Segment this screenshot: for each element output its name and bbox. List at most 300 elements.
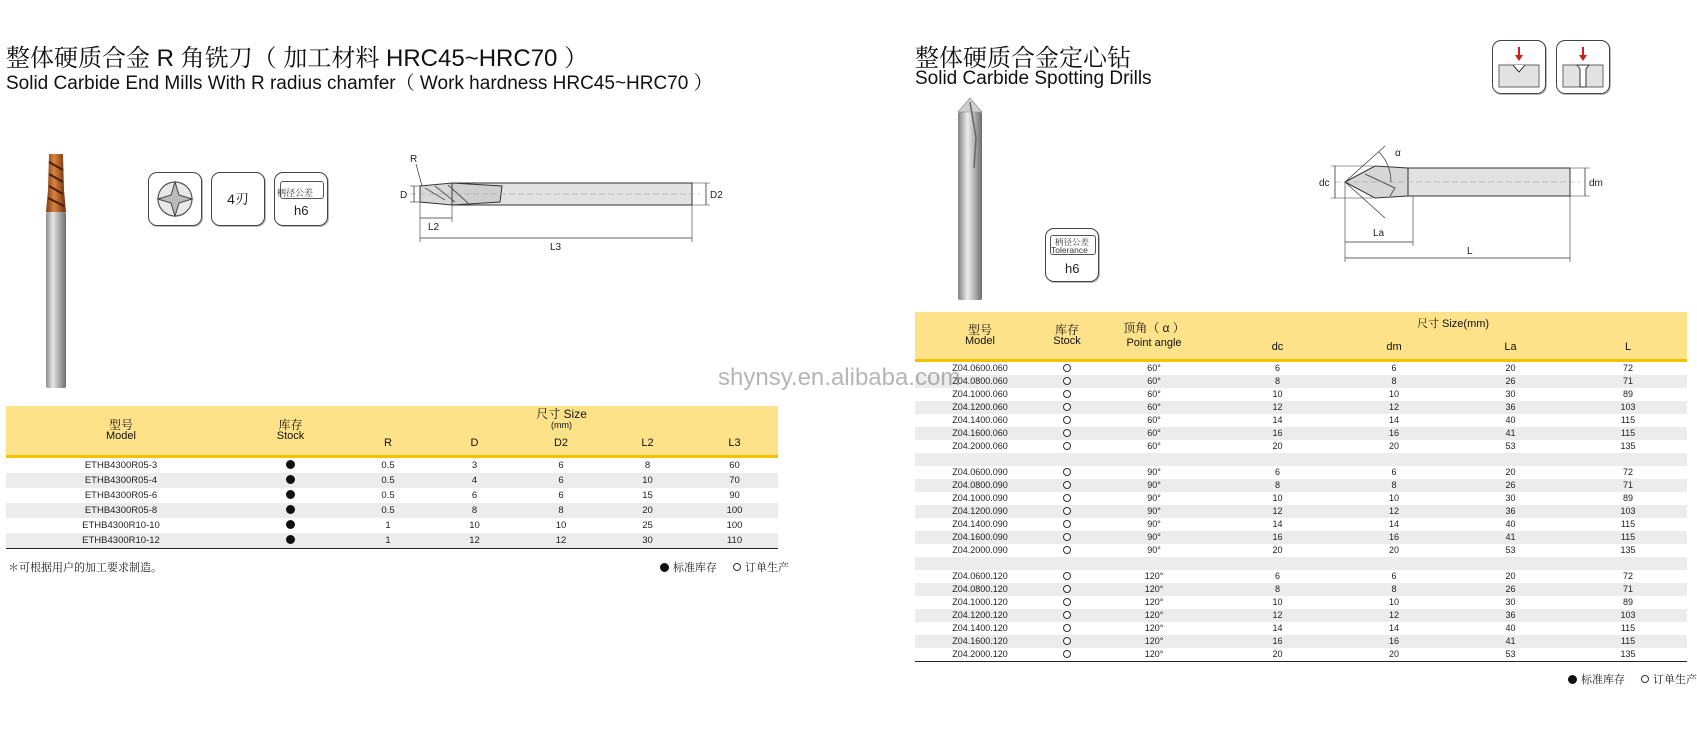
table-row [915, 479, 1687, 492]
open-dot-icon [1063, 390, 1071, 398]
stock-cell [1045, 544, 1089, 557]
right-title-cn: 整体硬质合金定心钻 [915, 45, 1131, 72]
value-cell: 41 [1452, 531, 1569, 544]
value-cell: 40 [1452, 518, 1569, 531]
value-cell: 14 [1219, 414, 1336, 427]
value-cell: 4 [431, 473, 518, 488]
stock-cell [1045, 570, 1089, 583]
value-cell: 135 [1569, 544, 1687, 557]
value-cell: 10 [1219, 388, 1336, 401]
value-cell: 20 [1336, 544, 1452, 557]
stock-cell [1045, 401, 1089, 414]
value-cell: 12 [1336, 505, 1452, 518]
open-dot-icon [1063, 507, 1071, 515]
value-cell: 14 [1336, 622, 1452, 635]
value-cell: 36 [1452, 609, 1569, 622]
value-cell: 26 [1452, 479, 1569, 492]
left-legend [660, 559, 789, 575]
open-dot-icon [1063, 468, 1071, 476]
table-row [915, 531, 1687, 544]
right-title-en: Solid Carbide Spotting Drills [915, 68, 1152, 89]
stock-cell [1045, 505, 1089, 518]
value-cell: 1 [345, 533, 431, 549]
open-dot-icon [1063, 624, 1071, 632]
open-dot-icon [1641, 675, 1649, 683]
value-cell: 30 [1452, 388, 1569, 401]
value-cell: 20 [1452, 570, 1569, 583]
value-cell: 8 [1336, 583, 1452, 596]
angle-cell: 60° [1089, 388, 1219, 401]
value-cell: 6 [1336, 360, 1452, 375]
end-mill-drawing [390, 150, 730, 265]
angle-cell: 90° [1089, 479, 1219, 492]
value-cell: 53 [1452, 648, 1569, 662]
table-row [915, 388, 1687, 401]
value-cell: 10 [1336, 596, 1452, 609]
value-cell: 115 [1569, 531, 1687, 544]
value-cell: 20 [1452, 360, 1569, 375]
stock-cell [1045, 648, 1089, 662]
table-row [915, 360, 1687, 375]
value-cell: 103 [1569, 609, 1687, 622]
open-dot-icon [1063, 650, 1071, 658]
angle-cell: 120° [1089, 622, 1219, 635]
value-cell: 20 [1219, 648, 1336, 662]
col-size-4: L3 [691, 432, 778, 456]
open-dot-icon [1063, 611, 1071, 619]
table-row [915, 622, 1687, 635]
angle-cell: 60° [1089, 360, 1219, 375]
angle-cell: 120° [1089, 609, 1219, 622]
model-cell: Z04.2000.060 [915, 440, 1045, 453]
value-cell: 16 [1336, 635, 1452, 648]
value-cell: 14 [1219, 622, 1336, 635]
table-row [915, 596, 1687, 609]
legend-order: 订单生产 [745, 562, 789, 574]
label-l2: L2 [428, 222, 440, 233]
value-cell: 12 [431, 533, 518, 549]
table-row [6, 518, 778, 533]
open-dot-icon [1063, 546, 1071, 554]
value-cell: 8 [518, 503, 604, 518]
angle-cell: 120° [1089, 583, 1219, 596]
right-legend [1568, 671, 1697, 687]
model-cell: Z04.1000.090 [915, 492, 1045, 505]
stock-cell [1045, 609, 1089, 622]
flutes-badge: 4刃 [211, 172, 265, 226]
value-cell: 20 [1219, 544, 1336, 557]
value-cell: 8 [1336, 479, 1452, 492]
table-row [915, 414, 1687, 427]
value-cell: 8 [1219, 375, 1336, 388]
col-size-2: D2 [518, 432, 604, 456]
col-stock: 库存 Stock [1045, 312, 1089, 360]
open-dot-icon [1063, 533, 1071, 541]
value-cell: 115 [1569, 414, 1687, 427]
value-cell: 0.5 [345, 473, 431, 488]
model-cell: Z04.1200.120 [915, 609, 1045, 622]
value-cell: 20 [1452, 466, 1569, 479]
model-cell: Z04.1400.060 [915, 414, 1045, 427]
angle-cell: 90° [1089, 492, 1219, 505]
stock-cell [236, 518, 345, 533]
filled-dot-icon [286, 505, 295, 514]
value-cell: 8 [431, 503, 518, 518]
value-cell: 30 [1452, 596, 1569, 609]
angle-cell: 60° [1089, 401, 1219, 414]
value-cell: 6 [1336, 466, 1452, 479]
open-dot-icon [1063, 416, 1071, 424]
model-cell: Z04.0600.090 [915, 466, 1045, 479]
open-dot-icon [1063, 403, 1071, 411]
value-cell: 25 [604, 518, 691, 533]
value-cell: 6 [431, 488, 518, 503]
label-d2: D2 [710, 190, 723, 201]
angle-cell: 90° [1089, 531, 1219, 544]
value-cell: 20 [1336, 648, 1452, 662]
drill-tolerance-badge [1045, 228, 1099, 282]
value-cell: 15 [604, 488, 691, 503]
spotting-drill-drawing [1305, 138, 1603, 268]
value-cell: 16 [1219, 531, 1336, 544]
filled-dot-icon [286, 535, 295, 544]
drill-tolerance-label-en: Tolerance [1051, 245, 1088, 255]
stock-cell [1045, 583, 1089, 596]
value-cell: 36 [1452, 505, 1569, 518]
col-size-2: La [1452, 336, 1569, 360]
col-size: 尺寸 Size(mm) [1219, 312, 1687, 336]
legend-standard: 标准库存 [1581, 674, 1625, 686]
table-row [6, 473, 778, 488]
value-cell: 0.5 [345, 456, 431, 473]
stock-cell [236, 533, 345, 549]
value-cell: 100 [691, 518, 778, 533]
stock-cell [1045, 635, 1089, 648]
end-mill-photo [36, 150, 86, 390]
angle-cell: 60° [1089, 375, 1219, 388]
model-cell: Z04.1400.120 [915, 622, 1045, 635]
value-cell: 115 [1569, 622, 1687, 635]
col-size-3: L [1569, 336, 1687, 360]
value-cell: 6 [1219, 466, 1336, 479]
stock-cell [1045, 492, 1089, 505]
stock-cell [1045, 414, 1089, 427]
value-cell: 10 [1219, 596, 1336, 609]
end-mill-table [6, 406, 778, 549]
table-row [915, 466, 1687, 479]
value-cell: 30 [1452, 492, 1569, 505]
angle-cell: 60° [1089, 414, 1219, 427]
stock-cell [236, 456, 345, 473]
value-cell: 115 [1569, 427, 1687, 440]
stock-cell [1045, 622, 1089, 635]
model-cell: ETHB4300R05-3 [6, 456, 236, 473]
open-dot-icon [1063, 572, 1071, 580]
table-row [6, 456, 778, 473]
model-cell: ETHB4300R10-10 [6, 518, 236, 533]
value-cell: 6 [518, 456, 604, 473]
table-row [915, 492, 1687, 505]
value-cell: 6 [1336, 570, 1452, 583]
value-cell: 6 [1219, 570, 1336, 583]
spotting-icon [1492, 40, 1546, 94]
value-cell: 14 [1336, 518, 1452, 531]
stock-cell [1045, 518, 1089, 531]
value-cell: 12 [1219, 505, 1336, 518]
value-cell: 10 [518, 518, 604, 533]
open-dot-icon [1063, 481, 1071, 489]
model-cell: Z04.1400.090 [915, 518, 1045, 531]
table-row [915, 570, 1687, 583]
angle-cell: 120° [1089, 635, 1219, 648]
open-dot-icon [1063, 442, 1071, 450]
label-la: La [1373, 228, 1385, 239]
open-dot-icon [1063, 364, 1071, 372]
filled-dot-icon [286, 520, 295, 529]
angle-cell: 60° [1089, 427, 1219, 440]
cross-section-icon [148, 172, 202, 226]
filled-dot-icon [1568, 675, 1577, 684]
col-stock: 库存 Stock [236, 406, 345, 456]
drill-tolerance-label: 柄径公差 [1055, 237, 1090, 247]
legend-order: 订单生产 [1653, 674, 1697, 686]
angle-cell: 120° [1089, 596, 1219, 609]
value-cell: 0.5 [345, 488, 431, 503]
value-cell: 103 [1569, 401, 1687, 414]
spacer-row [915, 557, 1687, 570]
filled-dot-icon [286, 460, 295, 469]
value-cell: 89 [1569, 388, 1687, 401]
open-dot-icon [1063, 377, 1071, 385]
model-cell: Z04.0800.060 [915, 375, 1045, 388]
value-cell: 0.5 [345, 503, 431, 518]
tolerance-label: 柄径公差 [277, 188, 314, 198]
value-cell: 60 [691, 456, 778, 473]
stock-cell [1045, 531, 1089, 544]
value-cell: 135 [1569, 648, 1687, 662]
value-cell: 115 [1569, 518, 1687, 531]
table-row [915, 544, 1687, 557]
table-row [915, 440, 1687, 453]
value-cell: 1 [345, 518, 431, 533]
open-dot-icon [1063, 494, 1071, 502]
label-dm: dm [1589, 178, 1603, 189]
filled-dot-icon [660, 563, 669, 572]
value-cell: 20 [1336, 440, 1452, 453]
value-cell: 26 [1452, 583, 1569, 596]
angle-cell: 90° [1089, 505, 1219, 518]
stock-cell [1045, 375, 1089, 388]
left-title-cn: 整体硬质合金 R 角铣刀（ 加工材料 HRC45~HRC70 ） [6, 45, 589, 72]
value-cell: 20 [604, 503, 691, 518]
tolerance-badge [274, 172, 328, 226]
table-row [915, 635, 1687, 648]
model-cell: ETHB4300R10-12 [6, 533, 236, 549]
angle-cell: 90° [1089, 466, 1219, 479]
label-l3: L3 [550, 242, 562, 253]
value-cell: 8 [604, 456, 691, 473]
label-alpha: α [1395, 148, 1401, 159]
col-size: 尺寸 Size (mm) [345, 406, 778, 432]
table-row [915, 427, 1687, 440]
value-cell: 16 [1219, 635, 1336, 648]
col-size-1: dm [1336, 336, 1452, 360]
left-title-en: Solid Carbide End Mills With R radius chamfer（ Work hardness HRC45~HRC70 ） [6, 73, 713, 94]
value-cell: 12 [1219, 401, 1336, 414]
value-cell: 12 [1219, 609, 1336, 622]
value-cell: 20 [1219, 440, 1336, 453]
value-cell: 41 [1452, 427, 1569, 440]
table-row [6, 488, 778, 503]
angle-cell: 90° [1089, 544, 1219, 557]
value-cell: 72 [1569, 570, 1687, 583]
drill-tolerance-value: h6 [1065, 261, 1080, 276]
value-cell: 8 [1219, 583, 1336, 596]
value-cell: 12 [518, 533, 604, 549]
open-dot-icon [1063, 598, 1071, 606]
stock-cell [1045, 596, 1089, 609]
value-cell: 72 [1569, 360, 1687, 375]
value-cell: 16 [1336, 531, 1452, 544]
value-cell: 40 [1452, 414, 1569, 427]
value-cell: 14 [1219, 518, 1336, 531]
model-cell: ETHB4300R05-8 [6, 503, 236, 518]
value-cell: 100 [691, 503, 778, 518]
value-cell: 72 [1569, 466, 1687, 479]
col-size-0: dc [1219, 336, 1336, 360]
label-l: L [1467, 246, 1473, 257]
value-cell: 89 [1569, 596, 1687, 609]
value-cell: 41 [1452, 635, 1569, 648]
value-cell: 12 [1336, 401, 1452, 414]
model-cell: Z04.0600.060 [915, 360, 1045, 375]
table-row [915, 648, 1687, 662]
value-cell: 135 [1569, 440, 1687, 453]
model-cell: Z04.1000.120 [915, 596, 1045, 609]
label-d: D [400, 190, 408, 201]
stock-cell [236, 473, 345, 488]
value-cell: 8 [1336, 375, 1452, 388]
value-cell: 6 [518, 473, 604, 488]
value-cell: 12 [1336, 609, 1452, 622]
table-row [915, 583, 1687, 596]
col-size-1: D [431, 432, 518, 456]
label-dc: dc [1319, 178, 1330, 189]
value-cell: 71 [1569, 375, 1687, 388]
model-cell: Z04.2000.090 [915, 544, 1045, 557]
stock-cell [1045, 466, 1089, 479]
value-cell: 40 [1452, 622, 1569, 635]
value-cell: 6 [1219, 360, 1336, 375]
value-cell: 8 [1219, 479, 1336, 492]
open-dot-icon [1063, 520, 1071, 528]
left-footnote: ＊可根据用户的加工要求制造。 [8, 562, 162, 574]
hole-chamfer-icon [1556, 40, 1610, 94]
table-row [915, 609, 1687, 622]
open-dot-icon [733, 563, 741, 571]
value-cell: 16 [1219, 427, 1336, 440]
spotting-drill-photo [950, 98, 990, 303]
model-cell: Z04.2000.120 [915, 648, 1045, 662]
angle-cell: 60° [1089, 440, 1219, 453]
value-cell: 16 [1336, 427, 1452, 440]
value-cell: 30 [604, 533, 691, 549]
value-cell: 90 [691, 488, 778, 503]
value-cell: 10 [1336, 388, 1452, 401]
model-cell: Z04.1600.120 [915, 635, 1045, 648]
table-row [915, 505, 1687, 518]
stock-cell [1045, 360, 1089, 375]
model-cell: Z04.0800.120 [915, 583, 1045, 596]
model-cell: Z04.1000.060 [915, 388, 1045, 401]
open-dot-icon [1063, 429, 1071, 437]
value-cell: 89 [1569, 492, 1687, 505]
spacer-row [915, 453, 1687, 466]
col-model: 型号 Model [915, 312, 1045, 360]
angle-cell: 120° [1089, 648, 1219, 662]
stock-cell [236, 503, 345, 518]
col-model: 型号 Model [6, 406, 236, 456]
spotting-drill-table [915, 312, 1687, 662]
stock-cell [1045, 427, 1089, 440]
value-cell: 53 [1452, 440, 1569, 453]
value-cell: 36 [1452, 401, 1569, 414]
value-cell: 110 [691, 533, 778, 549]
tolerance-value: h6 [294, 203, 309, 218]
filled-dot-icon [286, 490, 295, 499]
angle-cell: 90° [1089, 518, 1219, 531]
watermark: shynsy.en.alibaba.com [718, 364, 961, 391]
filled-dot-icon [286, 475, 295, 484]
legend-standard: 标准库存 [673, 562, 717, 574]
value-cell: 10 [1336, 492, 1452, 505]
model-cell: Z04.0600.120 [915, 570, 1045, 583]
angle-cell: 120° [1089, 570, 1219, 583]
stock-cell [236, 488, 345, 503]
model-cell: Z04.0800.090 [915, 479, 1045, 492]
model-cell: Z04.1200.060 [915, 401, 1045, 414]
value-cell: 71 [1569, 583, 1687, 596]
value-cell: 53 [1452, 544, 1569, 557]
table-row [915, 401, 1687, 414]
value-cell: 70 [691, 473, 778, 488]
col-size-0: R [345, 432, 431, 456]
model-cell: ETHB4300R05-6 [6, 488, 236, 503]
table-row [915, 375, 1687, 388]
label-r: R [410, 154, 418, 165]
value-cell: 10 [431, 518, 518, 533]
value-cell: 14 [1336, 414, 1452, 427]
value-cell: 6 [518, 488, 604, 503]
table-row [6, 533, 778, 549]
value-cell: 26 [1452, 375, 1569, 388]
model-cell: Z04.1600.090 [915, 531, 1045, 544]
value-cell: 115 [1569, 635, 1687, 648]
value-cell: 3 [431, 456, 518, 473]
value-cell: 10 [604, 473, 691, 488]
table-row [6, 503, 778, 518]
stock-cell [1045, 388, 1089, 401]
table-row [915, 518, 1687, 531]
value-cell: 71 [1569, 479, 1687, 492]
col-size-3: L2 [604, 432, 691, 456]
model-cell: ETHB4300R05-4 [6, 473, 236, 488]
stock-cell [1045, 440, 1089, 453]
value-cell: 10 [1219, 492, 1336, 505]
stock-cell [1045, 479, 1089, 492]
value-cell: 103 [1569, 505, 1687, 518]
model-cell: Z04.1200.090 [915, 505, 1045, 518]
